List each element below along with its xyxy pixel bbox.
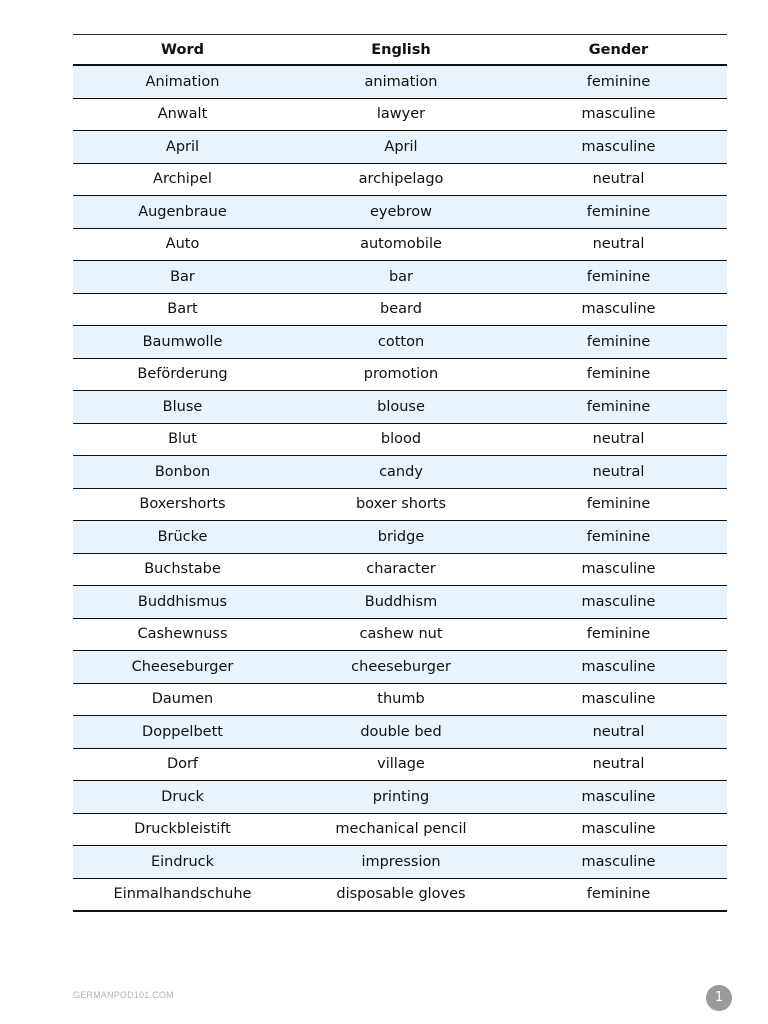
table-row xyxy=(73,163,727,196)
table-row xyxy=(73,651,727,684)
english-cell: double bed xyxy=(292,716,510,749)
gender-cell: neutral xyxy=(510,228,727,261)
gender-cell: masculine xyxy=(510,586,727,619)
gender-cell: feminine xyxy=(510,196,727,229)
gender-cell: neutral xyxy=(510,748,727,781)
english-cell: blouse xyxy=(292,391,510,424)
footer-brand-text: GERMANPOD101.COM xyxy=(73,990,174,1000)
table-row xyxy=(73,326,727,359)
gender-cell: masculine xyxy=(510,131,727,164)
english-cell: eyebrow xyxy=(292,196,510,229)
word-cell: Blut xyxy=(73,423,292,456)
english-cell: bridge xyxy=(292,521,510,554)
word-cell: Druck xyxy=(73,781,292,814)
word-cell: Augenbraue xyxy=(73,196,292,229)
english-cell: cheeseburger xyxy=(292,651,510,684)
english-cell: character xyxy=(292,553,510,586)
english-cell: printing xyxy=(292,781,510,814)
gender-cell: neutral xyxy=(510,423,727,456)
word-cell: Baumwolle xyxy=(73,326,292,359)
gender-cell: feminine xyxy=(510,261,727,294)
word-cell: Anwalt xyxy=(73,98,292,131)
table-row xyxy=(73,488,727,521)
table-row xyxy=(73,391,727,424)
table-row xyxy=(73,813,727,846)
table-row xyxy=(73,781,727,814)
word-cell: Animation xyxy=(73,65,292,98)
gender-cell: neutral xyxy=(510,716,727,749)
gender-cell: masculine xyxy=(510,781,727,814)
table-row xyxy=(73,846,727,879)
table-row xyxy=(73,228,727,261)
table-row xyxy=(73,65,727,98)
english-cell: blood xyxy=(292,423,510,456)
english-cell: automobile xyxy=(292,228,510,261)
english-cell: candy xyxy=(292,456,510,489)
table-row xyxy=(73,586,727,619)
table-row xyxy=(73,748,727,781)
gender-cell: feminine xyxy=(510,878,727,911)
table-row xyxy=(73,683,727,716)
english-cell: April xyxy=(292,131,510,164)
word-cell: Brücke xyxy=(73,521,292,554)
gender-cell: masculine xyxy=(510,813,727,846)
gender-cell: feminine xyxy=(510,618,727,651)
table-row xyxy=(73,878,727,911)
gender-cell: masculine xyxy=(510,651,727,684)
word-cell: Bart xyxy=(73,293,292,326)
word-cell: Bluse xyxy=(73,391,292,424)
english-cell: lawyer xyxy=(292,98,510,131)
english-cell: beard xyxy=(292,293,510,326)
word-cell: April xyxy=(73,131,292,164)
word-cell: Daumen xyxy=(73,683,292,716)
table-row xyxy=(73,131,727,164)
column-header-word: Word xyxy=(73,35,292,66)
english-cell: mechanical pencil xyxy=(292,813,510,846)
table-row xyxy=(73,423,727,456)
gender-cell: feminine xyxy=(510,358,727,391)
word-cell: Dorf xyxy=(73,748,292,781)
english-cell: cotton xyxy=(292,326,510,359)
english-cell: cashew nut xyxy=(292,618,510,651)
gender-cell: feminine xyxy=(510,65,727,98)
english-cell: promotion xyxy=(292,358,510,391)
english-cell: boxer shorts xyxy=(292,488,510,521)
gender-cell: neutral xyxy=(510,163,727,196)
table-row xyxy=(73,456,727,489)
word-cell: Auto xyxy=(73,228,292,261)
column-header-english: English xyxy=(292,35,510,66)
table-body xyxy=(73,65,727,911)
gender-cell: feminine xyxy=(510,326,727,359)
word-cell: Bar xyxy=(73,261,292,294)
gender-cell: masculine xyxy=(510,846,727,879)
english-cell: impression xyxy=(292,846,510,879)
english-cell: bar xyxy=(292,261,510,294)
english-cell: Buddhism xyxy=(292,586,510,619)
table-row xyxy=(73,716,727,749)
gender-cell: masculine xyxy=(510,553,727,586)
gender-cell: feminine xyxy=(510,488,727,521)
gender-cell: masculine xyxy=(510,293,727,326)
table-row xyxy=(73,553,727,586)
word-cell: Buchstabe xyxy=(73,553,292,586)
column-header-gender: Gender xyxy=(510,35,727,66)
vocabulary-table xyxy=(73,34,727,912)
english-cell: village xyxy=(292,748,510,781)
table-row xyxy=(73,521,727,554)
english-cell: animation xyxy=(292,65,510,98)
table-row xyxy=(73,98,727,131)
gender-cell: neutral xyxy=(510,456,727,489)
english-cell: archipelago xyxy=(292,163,510,196)
page-number-badge: 1 xyxy=(706,985,732,1011)
word-cell: Doppelbett xyxy=(73,716,292,749)
word-cell: Bonbon xyxy=(73,456,292,489)
table-row xyxy=(73,358,727,391)
table-header xyxy=(73,35,727,66)
word-cell: Archipel xyxy=(73,163,292,196)
word-cell: Einmalhandschuhe xyxy=(73,878,292,911)
word-cell: Beförderung xyxy=(73,358,292,391)
table-row xyxy=(73,196,727,229)
english-cell: thumb xyxy=(292,683,510,716)
word-cell: Druckbleistift xyxy=(73,813,292,846)
table-row xyxy=(73,293,727,326)
word-cell: Buddhismus xyxy=(73,586,292,619)
word-cell: Boxershorts xyxy=(73,488,292,521)
english-cell: disposable gloves xyxy=(292,878,510,911)
header-row xyxy=(73,35,727,66)
word-cell: Cashewnuss xyxy=(73,618,292,651)
table-row xyxy=(73,618,727,651)
gender-cell: feminine xyxy=(510,521,727,554)
word-cell: Cheeseburger xyxy=(73,651,292,684)
table-row xyxy=(73,261,727,294)
gender-cell: feminine xyxy=(510,391,727,424)
gender-cell: masculine xyxy=(510,683,727,716)
gender-cell: masculine xyxy=(510,98,727,131)
word-cell: Eindruck xyxy=(73,846,292,879)
